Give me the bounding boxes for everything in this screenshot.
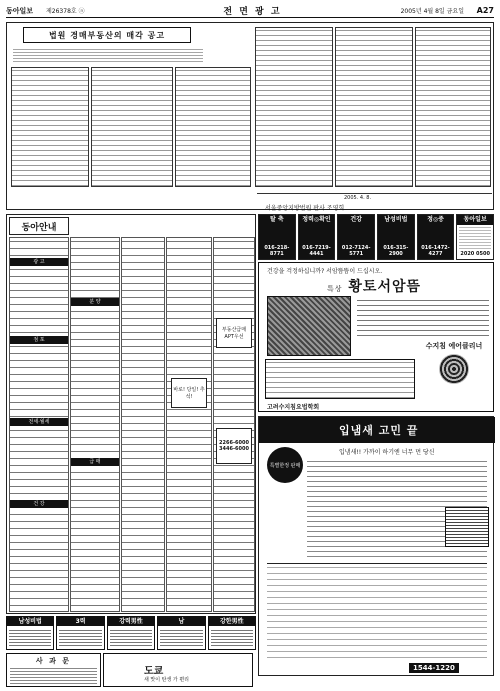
category-header: 건 강: [10, 500, 68, 508]
issue-number: 제26378호 ⓐ: [46, 8, 85, 15]
air-cleaner-product: [419, 341, 489, 401]
classified-logo: 동아안내: [9, 217, 69, 235]
lower-small-ad-title: 3력: [57, 617, 103, 626]
tokyo-subtitle: 새 맛이 탄생 가 편리: [144, 677, 189, 683]
court-table-col: [175, 67, 251, 187]
lower-small-ad: [107, 616, 155, 650]
small-ad: [417, 214, 455, 260]
health-ad-body: [357, 298, 489, 338]
court-notice: [6, 22, 494, 210]
lower-small-ad: [208, 616, 256, 650]
apology-notice: [6, 653, 101, 687]
lower-small-ad-title: 남성비법: [7, 617, 53, 626]
small-ad-title: 건강: [338, 215, 374, 225]
ad-body: [211, 628, 253, 647]
lower-small-ad-title: 강한男性: [209, 617, 255, 626]
category-header: 분 양: [71, 298, 119, 306]
court-table-col: [11, 67, 89, 187]
breath-ad: [258, 416, 494, 676]
apology-title: 사 과 문: [35, 657, 72, 665]
small-ad: [298, 214, 336, 260]
classified-ad-box: 2266-6000 3446-6000: [216, 428, 252, 464]
classified-column: [213, 237, 255, 612]
court-signature: 서울중앙지방법원 판사 조영희: [265, 205, 345, 212]
newspaper-page: [6, 4, 494, 687]
small-ad: [456, 214, 494, 260]
air-cleaner-image: [439, 354, 469, 384]
small-ad-title: 정◎중: [418, 215, 454, 225]
paper-name: 동아일보: [6, 6, 34, 15]
small-ad-phone: 012-7124-5771: [341, 245, 371, 257]
lower-bottom-row: [6, 653, 256, 687]
small-ad: [337, 214, 375, 260]
ad-body: [9, 628, 51, 647]
apology-body: [10, 666, 97, 684]
special-sale-badge: 특별한정 판매: [267, 447, 303, 483]
lower-small-ad: [6, 616, 54, 650]
small-ad-phone: 016-315-2900: [383, 245, 409, 257]
category-header: 광 고: [10, 258, 68, 266]
court-notice-title: 법원 경매부동산의 매각 공고: [23, 27, 191, 43]
breath-ad-subhead: 입냄새!! 가까이 하기엔 너무 먼 당신: [339, 449, 435, 456]
small-ad-phone: 016-7219-4441: [302, 245, 331, 257]
small-ad-phone: 2020 0500: [460, 251, 490, 257]
small-ad-title: 남성비법: [378, 215, 414, 225]
category-header: 급 매: [71, 458, 119, 466]
small-ad: [258, 214, 296, 260]
classified-ad-box: 부동산급매 APT우선: [216, 318, 252, 348]
lower-small-ad-title: 남: [158, 617, 204, 626]
tokyo-ad: [103, 653, 253, 687]
lower-ad-row: [6, 616, 256, 650]
lower-small-ad: [157, 616, 205, 650]
classified-column: [166, 237, 212, 612]
section-title: 전 면 광 고: [223, 7, 282, 17]
health-ad-tagline: 건강을 걱정하십니까? 서암뜸뜸이 드십시오.: [267, 268, 383, 275]
category-header: 전세·월세: [10, 418, 68, 426]
court-notice-intro: [13, 49, 203, 63]
breath-ad-phone: 1544-1220: [409, 663, 459, 673]
court-table-col: [255, 27, 333, 187]
health-ad-product: 황토서암뜸: [348, 279, 422, 295]
product-image: [267, 296, 351, 356]
classified-ad-box: 바로! 당일! 추석!: [171, 378, 207, 408]
ad-body: [160, 628, 202, 647]
lower-small-ad-title: 강력男性: [108, 617, 154, 626]
ad-body: [110, 628, 152, 647]
small-ad-title: 동아일보: [457, 215, 493, 225]
top-small-ads: [258, 214, 494, 260]
breath-ad-headline: 입냄새 고민 끝: [259, 417, 495, 443]
classified-grid: [9, 237, 255, 612]
page-number: A27: [476, 6, 494, 15]
small-ad-body: [459, 227, 491, 250]
small-ad-phone: 016-1472-4277: [421, 245, 450, 257]
tokyo-title: 도쿄: [144, 666, 164, 677]
health-ad-organization: 고려수지침요법학회: [267, 404, 320, 411]
small-ad-title: 정력◎확인: [299, 215, 335, 225]
lower-left-ads: [6, 616, 256, 688]
small-ad-phone: 016-218-8771: [264, 245, 290, 257]
classified-column: [121, 237, 165, 612]
small-ad-title: 탈 축: [259, 215, 295, 225]
health-ad-table: [265, 359, 415, 399]
court-notice-date: 2005. 4. 8.: [344, 195, 372, 201]
classified-column: [9, 237, 69, 612]
court-table-col: [335, 27, 413, 187]
health-ad-headline: [327, 276, 421, 296]
lower-small-ad: [56, 616, 104, 650]
breath-ad-details: [267, 563, 487, 663]
health-ad: [258, 262, 494, 412]
ad-body: [59, 628, 101, 647]
classified-column: [70, 237, 120, 612]
masthead: [6, 4, 494, 18]
air-cleaner-title: 수지침 에어클리너: [425, 342, 483, 350]
category-header: 점 포: [10, 336, 68, 344]
health-ad-prefix: 특상: [327, 285, 343, 293]
breath-ad-inset: [445, 507, 489, 547]
publication-date: 2005년 4월 8일 금요일: [400, 8, 464, 15]
court-table-col: [415, 27, 491, 187]
court-table-col: [91, 67, 173, 187]
classified-section: [6, 214, 256, 614]
divider: [257, 193, 492, 194]
small-ad: [377, 214, 415, 260]
